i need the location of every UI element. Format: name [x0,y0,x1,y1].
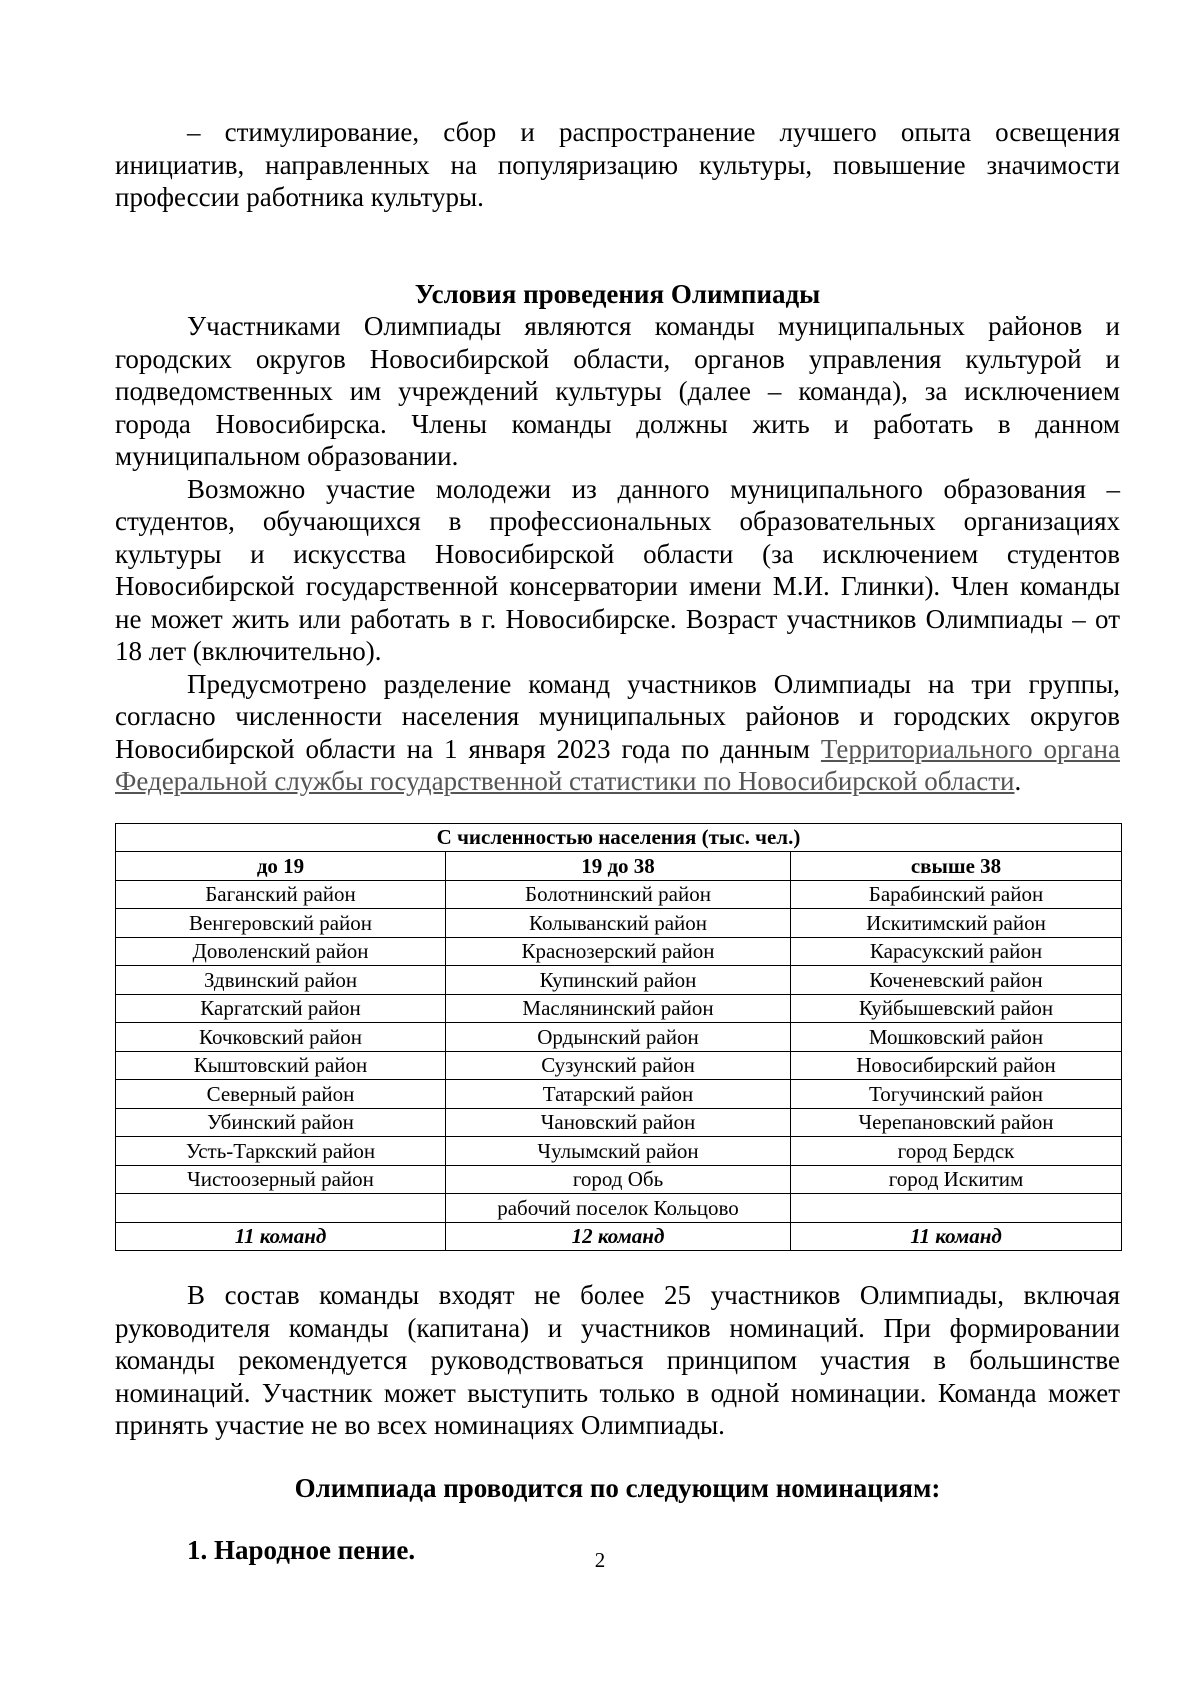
population-groups-table [115,823,1122,1252]
table-cell [116,1194,446,1223]
table-column-row [116,852,1122,881]
team-count: 11 команд [791,1222,1122,1251]
column-header: свыше 38 [791,852,1122,881]
column-header: до 19 [116,852,446,881]
intro-line-1: – стимулирование, сбор и распространение лучшего опыта освещения [187,117,1120,147]
intro-line-2: инициатив, направленных на популяризацию культуры, повышение значимости [115,149,1120,180]
conditions-paragraph-2: Возможно участие молодежи из данного муниципального образования – студентов, обучающихся в профессиональных образовательных организациях культуры и искусства Новосибирской области (за исключением студентов Новосибирской государственной консерватории имени М.И. Глинки). Член команды не может жить или работать в г. Новосибирске. Возраст участников Олимпиады – от 18 лет (включительно). [115,473,1120,666]
table-cell: Краснозерский район [446,937,791,966]
table-row [116,1051,1122,1080]
table-row [116,880,1122,909]
table-cell: Болотнинский район [446,880,791,909]
statistics-office-link[interactable]: Территориального органа Федеральной службы государственной статистики по Новосибирской области [115,733,1120,796]
table-cell: Мошковский район [791,1023,1122,1052]
table-row [116,1108,1122,1137]
table-cell: город Бердск [791,1137,1122,1166]
conditions-paragraph-3-text: Предусмотрено разделение команд участников Олимпиады на три группы, согласно численности населения муниципальных районов и городских округов Новосибирской области на 1 января 2023 года по данным [115,668,1120,764]
conditions-paragraph-3 [115,668,1120,798]
table-cell: Кочковский район [116,1023,446,1052]
table-row [116,1023,1122,1052]
team-composition-paragraph: В состав команды входят не более 25 участников Олимпиады, включая руководителя команды (капитана) и участников номинаций. При формировании команды рекомендуется руководствоваться принципом участия в большинстве номинаций. Участник может выступить только в одной номинации. Команда может принять участие не во всех номинациях Олимпиады. [115,1280,1120,1440]
table-cell: Куйбышевский район [791,994,1122,1023]
table-cell: Чановский район [446,1108,791,1137]
table-row [116,909,1122,938]
table-cell: Новосибирский район [791,1051,1122,1080]
table-cell: Чистоозерный район [116,1165,446,1194]
table-cell: Черепановский район [791,1108,1122,1137]
table-cell: Чулымский район [446,1137,791,1166]
table-cell [791,1194,1122,1223]
table-header: С численностью населения (тыс. чел.) [116,823,1122,852]
table-cell: Коченевский район [791,966,1122,995]
table-cell: Кыштовский район [116,1051,446,1080]
table-row [116,1137,1122,1166]
table-cell: Карасукский район [791,937,1122,966]
page-number: 2 [594,1548,606,1572]
table-cell: Ордынский район [446,1023,791,1052]
table-cell: Барабинский район [791,880,1122,909]
table-cell: Татарский район [446,1080,791,1109]
table-cell: Здвинский район [116,966,446,995]
column-header: 19 до 38 [446,852,791,881]
table-cell: город Искитим [791,1165,1122,1194]
table-cell: Маслянинский район [446,994,791,1023]
team-count: 12 команд [446,1222,791,1251]
table-row [116,1080,1122,1109]
intro-line-3: профессии работника культуры. [115,182,484,212]
table-cell: Венгеровский район [116,909,446,938]
table-cell: Купинский район [446,966,791,995]
table-cell: Доволенский район [116,937,446,966]
table-cell: Усть-Таркский район [116,1137,446,1166]
table-cell: Северный район [116,1080,446,1109]
conditions-paragraph-1: Участниками Олимпиады являются команды муниципальных районов и городских округов Новосибирской области, органов управления культурой и подведомственных им учреждений культуры (далее – команда), за исключением города Новосибирска. Члены команды должны жить и работать в данном муниципальном образовании. [115,311,1120,471]
table-cell: Сузунский район [446,1051,791,1080]
table-cell: Убинский район [116,1108,446,1137]
nominations-title: Олимпиада проводится по следующим номинациям: [294,1472,941,1503]
table-totals-row [116,1222,1122,1251]
table-row [116,1165,1122,1194]
table-cell: Тогучинский район [791,1080,1122,1109]
table-cell: рабочий поселок Кольцово [446,1194,791,1223]
table-cell: Искитимский район [791,909,1122,938]
table-cell: Баганский район [116,880,446,909]
table-cell: Колыванский район [446,909,791,938]
table-row [116,937,1122,966]
table-cell: Каргатский район [116,994,446,1023]
table-header-row [116,823,1122,852]
conditions-paragraph-3-end: . [1014,766,1022,796]
page-content [115,116,1120,1567]
table-row [116,966,1122,995]
table-row [116,994,1122,1023]
table-row [116,1194,1122,1223]
nomination-item-1: 1. Народное пение. [187,1535,416,1565]
conditions-title: Условия проведения Олимпиады [414,278,821,309]
table-cell: город Обь [446,1165,791,1194]
team-count: 11 команд [116,1222,446,1251]
